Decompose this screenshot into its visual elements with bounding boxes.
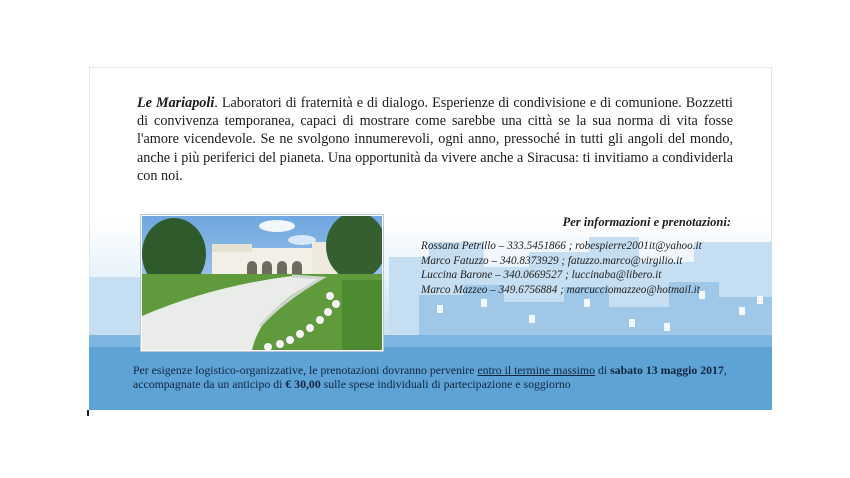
flyer-card (89, 67, 772, 410)
intro-paragraph (137, 94, 733, 185)
booking-note (133, 363, 743, 391)
intro-lead: Le Mariapoli (137, 95, 215, 111)
contact-item: Rossana Petrillo – 333.5451866 ; robespierre2001it@yahoo.it (421, 240, 702, 252)
contact-list (421, 239, 702, 297)
contact-item: Luccina Barone – 340.0669527 ; luccinaba@libero.it (421, 269, 662, 282)
booking-text-1: Per esigenze logistico-organizzative, le prenotazioni dovranno pervenire (133, 363, 478, 377)
booking-text-3: , accompagnate da un anticipo di (133, 363, 727, 392)
booking-text-2: di (595, 363, 611, 377)
info-title: Per informazioni e prenotazioni: (562, 215, 731, 229)
deadline-date: sabato 13 maggio 2017 (610, 363, 724, 377)
scan-mark (87, 410, 89, 416)
deadline-underline: entro il termine massimo (477, 363, 596, 377)
contact-item: Marco Fatuzzo – 340.8373929 ; fatuzzo.marco@virgilio.it (421, 254, 683, 267)
deposit-amount: € 30,00 (285, 377, 321, 392)
contact-item: Marco Mazzeo – 349.6756884 ; marcucciomazzeo@hotmail.it (421, 283, 700, 296)
intro-text: . Laboratori di fraternità e di dialogo. Esperienze di condivisione e di comunione. Bozzetti di convivenza temporanea, capaci di mostrare come sarebbe una città se la sua norma di vita fosse l'amore vicendevole. Se ne svolgono innumerevoli, ogni anno, pressoché in tutti gli angoli del mondo, anche i più periferici del pianeta. Una opportunità da vivere anche a Siracusa: ti invitiamo a condividerla con noi. (137, 95, 733, 184)
booking-text-4: sulle spese individuali di partecipazione e soggiorno (320, 377, 571, 392)
villa-photo (141, 215, 383, 351)
